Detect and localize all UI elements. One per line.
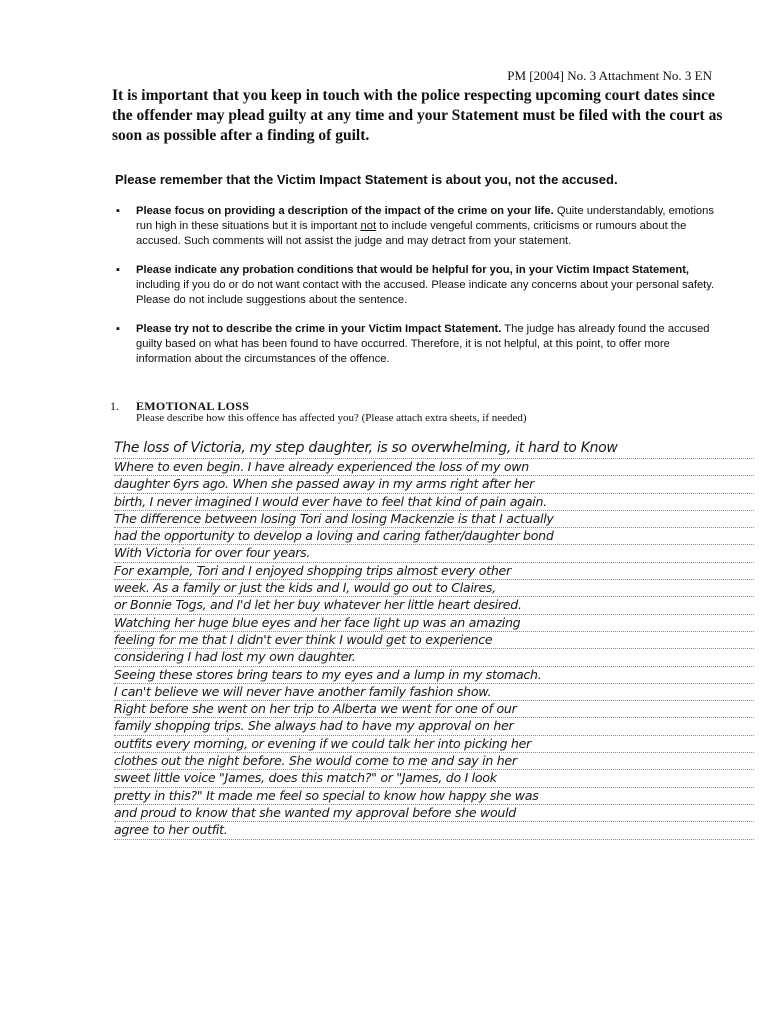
guidance-item-text: The judge has already found the accused guilty based on what has been found to have occurred. Therefore, it is not helpful, at this point, to offer more information about the circumstances of the offence. <box>136 323 710 365</box>
handwritten-line: Right before she went on her trip to Alberta we went for one of our <box>114 701 754 718</box>
handwritten-line: The loss of Victoria, my step daughter, is so overwhelming, it hard to Know <box>114 440 754 459</box>
bullet-icon: ▪ <box>116 323 120 335</box>
guidance-list <box>116 204 720 381</box>
guidance-item-text: to include vengeful comments, criticisms or rumours about the accused. Such comments will not assist the judge and may detract from your statement. <box>136 220 687 247</box>
handwritten-line: The difference between losing Tori and losing Mackenzie is that I actually <box>114 511 754 528</box>
handwritten-line: outfits every morning, or evening if we could talk her into picking her <box>114 736 754 753</box>
handwritten-statement <box>114 440 754 840</box>
handwritten-line: agree to her outfit. <box>114 822 754 839</box>
guidance-item-text: Quite understandably, emotions run high in these situations but it is important <box>136 205 714 232</box>
handwritten-line: I can't believe we will never have another family fashion show. <box>114 684 754 701</box>
handwritten-line: and proud to know that she wanted my approval before she would <box>114 805 754 822</box>
handwritten-line: clothes out the night before. She would come to me and say in her <box>114 753 754 770</box>
section-number: 1. <box>110 399 119 413</box>
handwritten-line: feeling for me that I didn't ever think I would get to experience <box>114 632 754 649</box>
guidance-item <box>116 204 720 249</box>
handwritten-line: had the opportunity to develop a loving and caring father/daughter bond <box>114 528 754 545</box>
handwritten-line: Seeing these stores bring tears to my eyes and a lump in my stomach. <box>114 667 754 684</box>
handwritten-line: Watching her huge blue eyes and her face light up was an amazing <box>114 615 754 632</box>
handwritten-line: pretty in this?" It made me feel so special to know how happy she was <box>114 788 754 805</box>
guidance-item-bold: Please indicate any probation conditions that would be helpful for you, in your Victim Impact Statement, <box>136 264 690 276</box>
handwritten-line: With Victoria for over four years. <box>114 545 754 562</box>
section-title: EMOTIONAL LOSS <box>136 399 250 413</box>
guidance-item-bold: Please focus on providing a description of the impact of the crime on your life. <box>136 205 554 217</box>
handwritten-line: For example, Tori and I enjoyed shopping trips almost every other <box>114 563 754 580</box>
bullet-icon: ▪ <box>116 264 120 276</box>
handwritten-line: considering I had lost my own daughter. <box>114 649 754 666</box>
handwritten-line: sweet little voice "James, does this match?" or "James, do I look <box>114 770 754 787</box>
intro-paragraph: It is important that you keep in touch with the police respecting upcoming court dates since the offender may plead guilty at any time and your Statement must be filed with the court as soon as possible after a finding of guilt. <box>112 87 723 144</box>
guidance-item <box>116 322 720 367</box>
handwritten-line: week. As a family or just the kids and I, would go out to Claires, <box>114 580 754 597</box>
reminder-heading: Please remember that the Victim Impact Statement is about you, not the accused. <box>115 172 618 187</box>
guidance-item-text: including if you do or do not want contact with the accused. Please indicate any concerns about your personal safety. Please do not include suggestions about the sentence. <box>136 279 715 306</box>
bullet-icon: ▪ <box>116 205 120 217</box>
handwritten-line: Where to even begin. I have already experienced the loss of my own <box>114 459 754 476</box>
handwritten-line: birth, I never imagined I would ever have to feel that kind of pain again. <box>114 494 754 511</box>
section-instruction: Please describe how this offence has affected you? (Please attach extra sheets, if needed) <box>136 412 527 424</box>
handwritten-line: daughter 6yrs ago. When she passed away in my arms right after her <box>114 476 754 493</box>
guidance-item <box>116 263 720 308</box>
guidance-item-bold: Please try not to describe the crime in your Victim Impact Statement. <box>136 323 502 335</box>
handwritten-line: or Bonnie Togs, and I'd let her buy whatever her little heart desired. <box>114 597 754 614</box>
guidance-item-underlined: not <box>360 220 377 232</box>
document-reference: PM [2004] No. 3 Attachment No. 3 EN <box>507 68 712 83</box>
handwritten-line: family shopping trips. She always had to have my approval on her <box>114 718 754 735</box>
